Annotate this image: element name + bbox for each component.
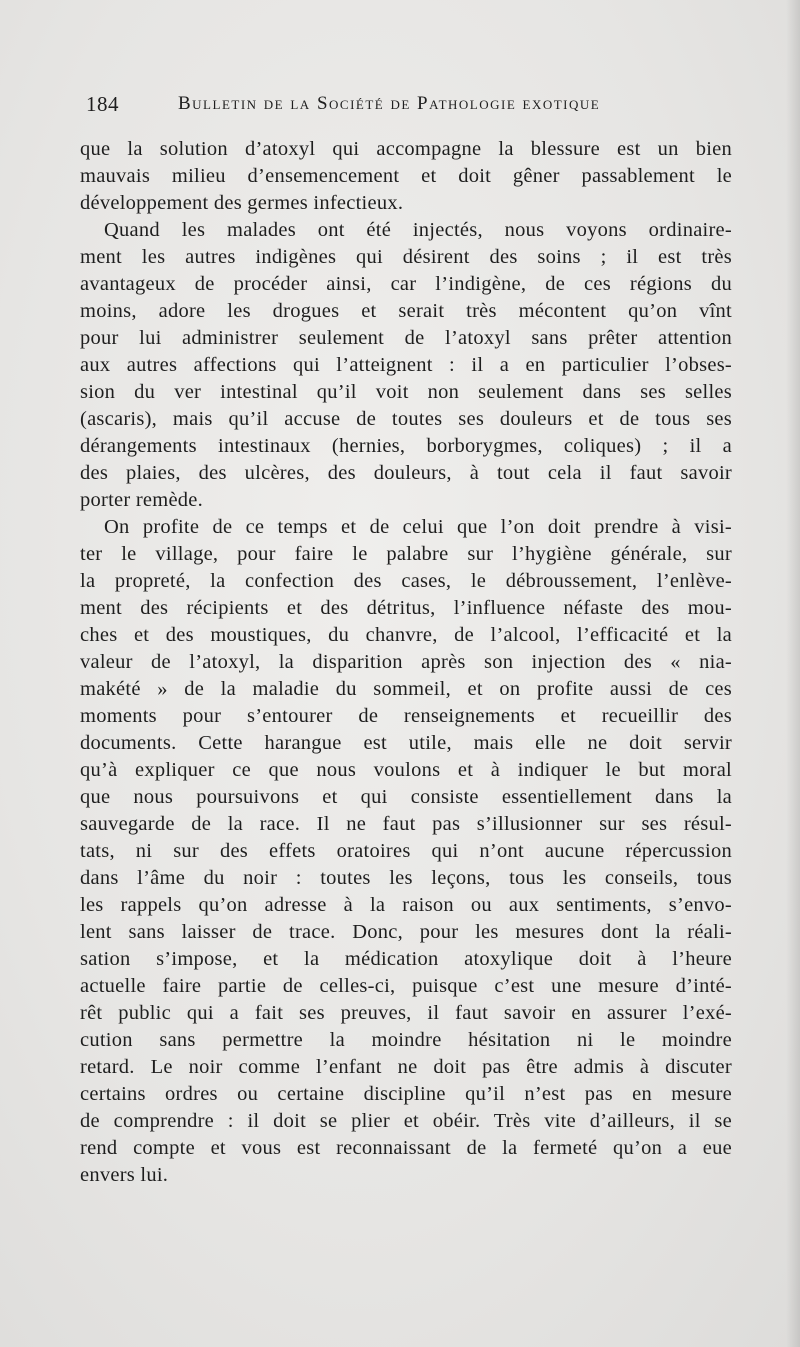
text-line: sauvegarde de la race. Il ne faut pas s’illusionner sur ses résul- (80, 813, 732, 835)
text-line: documents. Cette harangue est utile, mais elle ne doit servir (80, 732, 732, 754)
text-line: On profite de ce temps et de celui que l’on doit prendre à visi- (104, 516, 732, 538)
text-line: envers lui. (80, 1164, 169, 1186)
text-line: aux autres affections qui l’atteignent : il a en particulier l’obses- (80, 354, 732, 376)
text-line: (ascaris), mais qu’il accuse de toutes ses douleurs et de tous ses (80, 408, 732, 430)
text-line: ches et des moustiques, du chanvre, de l’alcool, l’efficacité et la (80, 624, 732, 646)
text-line: lent sans laisser de trace. Donc, pour les mesures dont la réali- (80, 921, 732, 943)
text-line: Quand les malades ont été injectés, nous voyons ordinaire- (104, 219, 732, 241)
text-line: de comprendre : il doit se plier et obéir. Très vite d’ailleurs, il se (80, 1110, 732, 1132)
text-line: moins, adore les drogues et serait très mécontent qu’on vînt (80, 300, 732, 322)
text-line: qu’à expliquer ce que nous voulons et à indiquer le but moral (80, 759, 732, 781)
text-line: moments pour s’entourer de renseignements et recueillir des (80, 705, 732, 727)
text-line: la propreté, la confection des cases, le débroussement, l’enlève- (80, 570, 732, 592)
text-line: porter remède. (80, 489, 204, 511)
body-text (80, 136, 732, 1189)
page-header (86, 92, 642, 122)
text-line: rêt public qui a fait ses preuves, il faut savoir en assurer l’exé- (80, 1002, 732, 1024)
text-line: développement des germes infectieux. (80, 192, 404, 214)
text-line: pour lui administrer seulement de l’atoxyl sans prêter attention (80, 327, 732, 349)
text-line: sion du ver intestinal qu’il voit non seulement dans ses selles (80, 381, 732, 403)
text-line: retard. Le noir comme l’enfant ne doit pas être admis à discuter (80, 1056, 732, 1078)
running-title: Bulletin de la Société de Pathologie exotique (178, 93, 601, 114)
text-line: cution sans permettre la moindre hésitation ni le moindre (80, 1029, 732, 1051)
text-line: les rappels qu’on adresse à la raison ou aux sentiments, s’envo- (80, 894, 732, 916)
text-line: actuelle faire partie de celles-ci, puisque c’est une mesure d’inté- (80, 975, 732, 997)
text-line: sation s’impose, et la médication atoxylique doit à l’heure (80, 948, 732, 970)
text-line: rend compte et vous est reconnaissant de la fermeté qu’on a eue (80, 1137, 732, 1159)
text-line: des plaies, des ulcères, des douleurs, à tout cela il faut savoir (80, 462, 732, 484)
text-line: que la solution d’atoxyl qui accompagne la blessure est un bien (80, 138, 732, 160)
text-line: certains ordres ou certaine discipline qu’il n’est pas en mesure (80, 1083, 732, 1105)
text-line: valeur de l’atoxyl, la disparition après son injection des « nia- (80, 651, 732, 673)
text-line: makété » de la maladie du sommeil, et on profite aussi de ces (80, 678, 732, 700)
text-line: mauvais milieu d’ensemencement et doit gêner passablement le (80, 165, 732, 187)
text-line: avantageux de procéder ainsi, car l’indigène, de ces régions du (80, 273, 732, 295)
text-line: dérangements intestinaux (hernies, borborygmes, coliques) ; il a (80, 435, 732, 457)
text-line: dans l’âme du noir : toutes les leçons, tous les conseils, tous (80, 867, 732, 889)
page-number: 184 (86, 92, 119, 116)
text-line: que nous poursuivons et qui consiste essentiellement dans la (80, 786, 732, 808)
text-line: tats, ni sur des effets oratoires qui n’ont aucune répercussion (80, 840, 732, 862)
text-line: ment des récipients et des détritus, l’influence néfaste des mou- (80, 597, 732, 619)
text-line: ter le village, pour faire le palabre sur l’hygiène générale, sur (80, 543, 732, 565)
page-edge-shadow (786, 0, 800, 1347)
text-line: ment les autres indigènes qui désirent des soins ; il est très (80, 246, 732, 268)
